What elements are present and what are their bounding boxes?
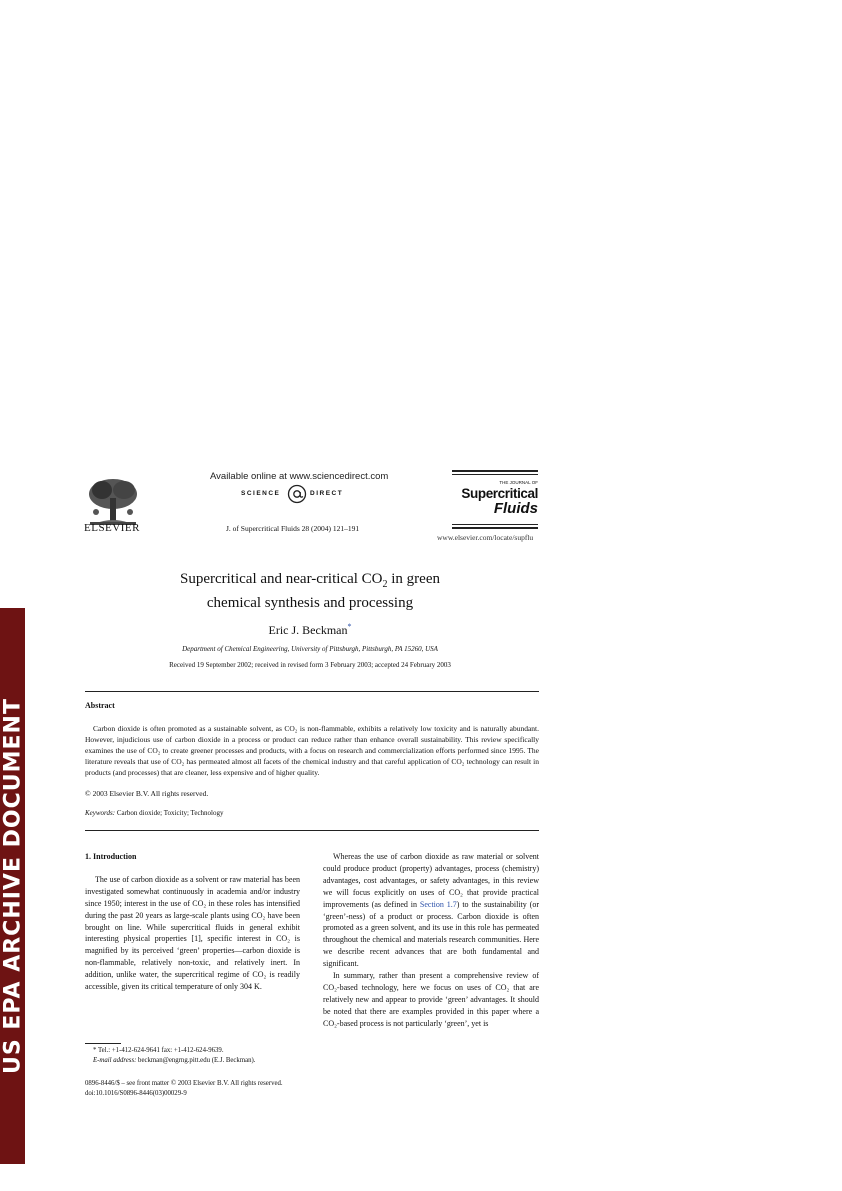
abstract-text: Carbon dioxide is often promoted as a sustainable solvent, as CO₂ is non-flammable, exhibits a relatively low toxicity and is naturally abundant. However, injudicious use of carbon dioxide in a process or product can reduce rather than enhance overall sustainability. This review specifically examines the use of CO₂ to create greener processes and products, with a focus on research and commercialization efforts performed since 1995. The literature reveals that use of CO₂ has permeated almost all facets of the chemical industry and that careful application of CO₂ technology can result in products (and processes) that are cleaner, less expensive and of higher quality.: [85, 724, 539, 778]
section-heading: 1. Introduction: [85, 852, 137, 861]
footnote-tel: * Tel.: +1-412-624-9641 fax: +1-412-624-9639.: [93, 1047, 224, 1054]
publisher-name: ELSEVIER: [84, 522, 140, 534]
footnote-divider: [85, 1043, 121, 1044]
title-line-1: Supercritical and near-critical $CO_2$ in green: [179, 571, 440, 590]
journal-logo-sub: Fluids: [493, 500, 538, 517]
received-dates: Received 19 September 2002; received in revised form 3 February 2003; accepted 24 February 2003: [169, 661, 451, 669]
sciencedirect-logo: [241, 484, 351, 506]
divider-top: [85, 691, 539, 692]
abstract-copyright: © 2003 Elsevier B.V. All rights reserved.: [85, 789, 209, 798]
journal-logo-main: Supercritical: [461, 486, 538, 501]
abstract-body: [85, 723, 539, 778]
title-line-2: chemical synthesis and processing: [206, 595, 414, 611]
sciencedirect-right: DIRECT: [310, 490, 344, 497]
column-left: [85, 851, 300, 993]
column-right: [323, 851, 539, 1030]
intro-paragraph-2: Whereas the use of carbon dioxide as raw material or solvent could produce product (property) advantages, process (chemistry) advantages, cost advantages, or safety advantages, in this review we will focus explicitly on uses of CO₂ that provide practical improvements (as defined in Section 1.7) to the sustainability (or ‘green’-ness) of a product or process. Carbon dioxide is often promoted as a green solvent, and its use in this role has permeated throughout the chemical and materials research communities. Here we describe recent advances that are both fundamental and significant.: [323, 852, 540, 969]
journal-logo: [452, 470, 538, 532]
journal-url: www.elsevier.com/locate/supflu: [437, 533, 534, 542]
author-footnote-link[interactable]: *: [347, 622, 352, 631]
intro-paragraph-1: The use of carbon dioxide as a solvent or raw material has been investigated somewhat continuously in academia and/or industry since 1950; interest in the use of CO₂ in these roles has intensified during the past 20 years as large-scale plants using CO₂ have been brought on line. While supercritical fluids in general exhibit interesting physical properties [1], specific interest in CO₂ is magnified by its perceived ‘green’ properties—carbon dioxide is non-flammable, relatively non-toxic, and relatively inert. In addition, unlike water, the supercritical regime of CO₂ is readily accessible, given its critical temperature of only 304 K.: [85, 874, 300, 992]
keywords-label: Keywords:: [85, 809, 116, 817]
divider-bottom: [85, 830, 539, 831]
front-matter: [85, 1079, 283, 1099]
abstract-heading: Abstract: [85, 701, 115, 710]
author-name: Eric J. Beckman*: [268, 622, 352, 637]
article-title: [140, 570, 480, 612]
archive-banner: [0, 608, 25, 1164]
keywords-list: Carbon dioxide; Toxicity; Technology: [116, 809, 224, 817]
issn-line: 0896-8446/$ – see front matter © 2003 Elsevier B.V. All rights reserved.: [85, 1080, 283, 1087]
footnote-email: E-mail address: beckman@engrng.pitt.edu (E.J. Beckman).: [93, 1057, 256, 1064]
keywords: [85, 809, 224, 817]
sciencedirect-left: SCIENCE: [241, 490, 281, 497]
affiliation: Department of Chemical Engineering, University of Pittsburgh, Pittsburgh, PA 15260, USA: [182, 645, 438, 653]
available-online-text: Available online at www.sciencedirect.com: [210, 471, 389, 482]
journal-reference: J. of Supercritical Fluids 28 (2004) 121–191: [226, 524, 360, 533]
section-link[interactable]: Section 1.7: [419, 899, 457, 909]
doi-line: doi:10.1016/S0896-8446(03)00029-9: [85, 1090, 187, 1097]
footnote: [85, 1046, 300, 1066]
archive-banner-text: US EPA ARCHIVE DOCUMENT: [0, 698, 25, 1074]
journal-logo-small: THE JOURNAL OF: [499, 480, 538, 485]
intro-paragraph-3: In summary, rather than present a comprehensive review of CO₂-based technology, here we focus on uses of CO₂ that are relatively new and appear to provide ‘green’ advantages. It should be noted that there are examples provided in this paper where a CO₂-based process is not particularly ‘green’, yet is: [323, 971, 539, 1028]
at-sign-icon: [287, 484, 307, 504]
